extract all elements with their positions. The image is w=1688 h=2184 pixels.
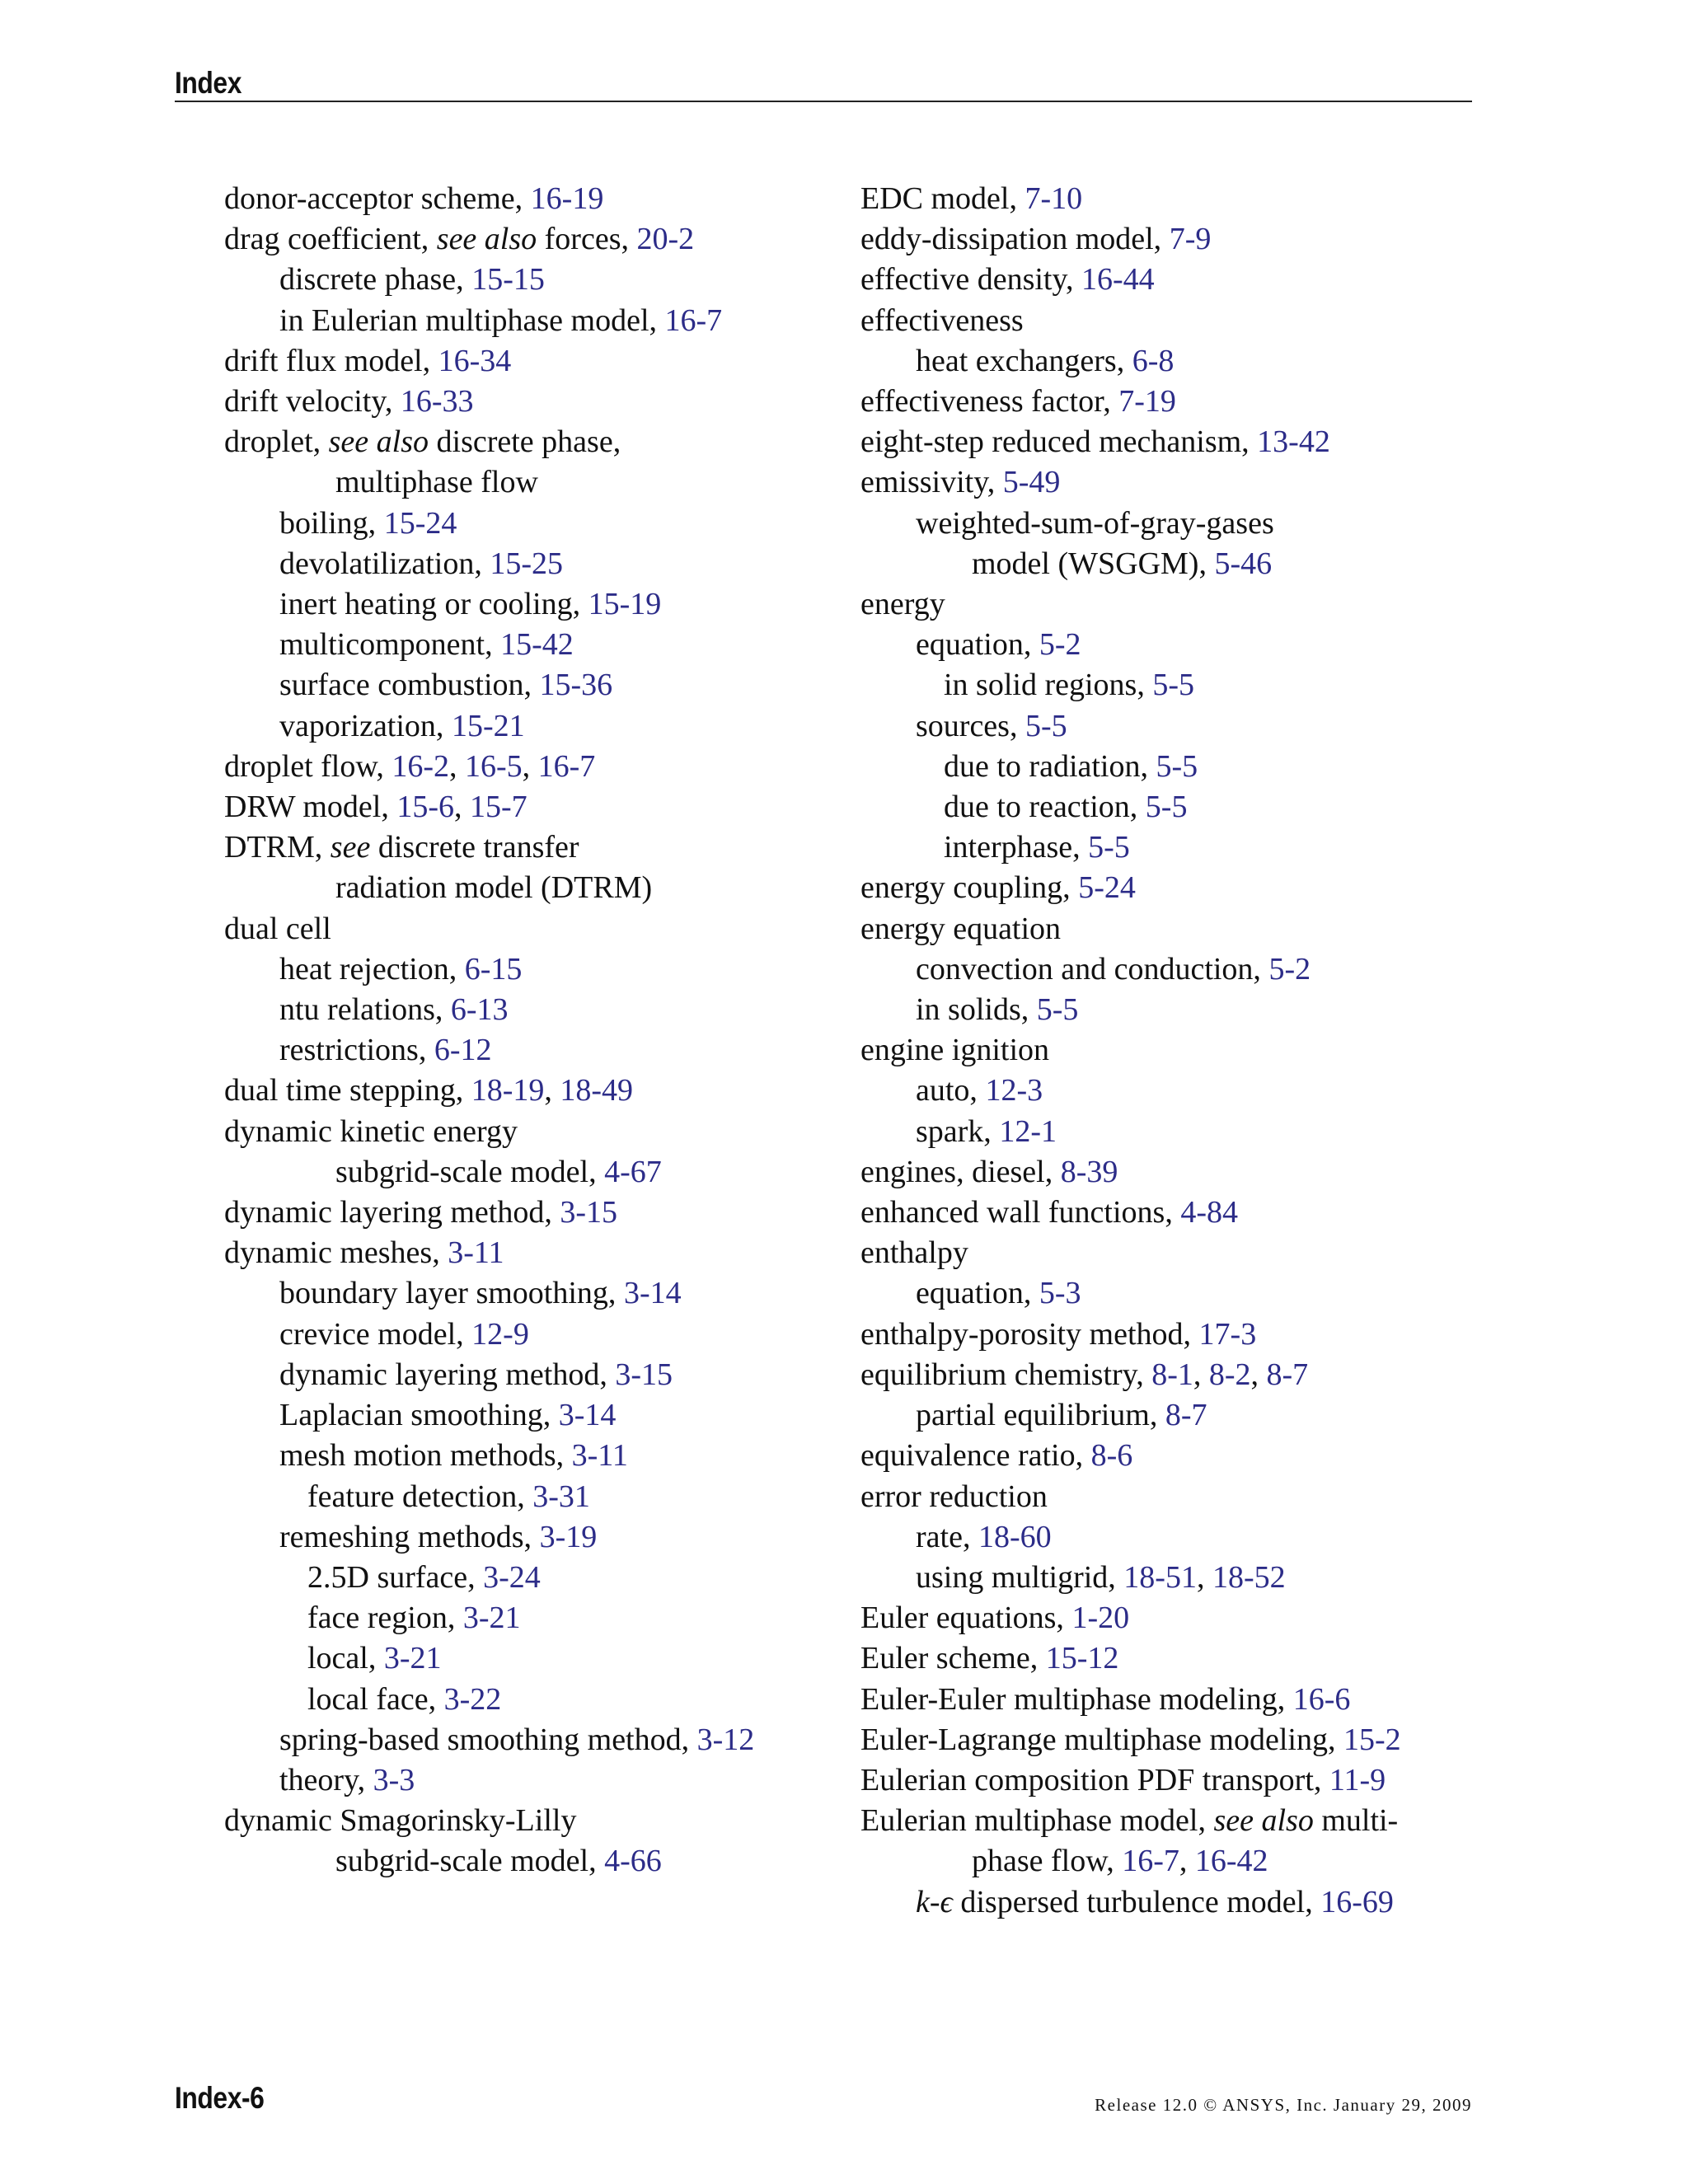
entry-text: boiling, (279, 505, 384, 541)
index-entry (860, 706, 1487, 747)
index-entry (860, 301, 1487, 341)
entry-text: equivalence ratio, (860, 1438, 1091, 1474)
index-entry (224, 949, 851, 990)
index-entry (860, 1882, 1487, 1923)
index-entry (224, 1233, 851, 1273)
index-entry (224, 219, 851, 260)
page-reference-link[interactable]: 20-2 (636, 222, 695, 257)
index-entry (860, 1233, 1487, 1273)
page-reference-link[interactable]: 3-11 (571, 1438, 628, 1474)
entry-text: discrete transfer (370, 830, 579, 865)
page-reference-link[interactable]: 15-21 (451, 708, 525, 743)
index-entry (224, 1193, 851, 1233)
entry-text: Euler-Lagrange multiphase modeling, (860, 1722, 1343, 1757)
entry-text: equation, (916, 1276, 1039, 1311)
entry-text: discrete phase, (279, 262, 472, 298)
entry-text: vaporization, (279, 708, 452, 743)
index-entry (860, 544, 1487, 584)
entry-text: ntu relations, (279, 992, 451, 1028)
entry-text: using multigrid, (916, 1559, 1124, 1595)
entry-text: convection and conduction, (916, 951, 1269, 987)
page-reference-link[interactable]: 12-1 (999, 1113, 1057, 1149)
index-entry (860, 665, 1487, 705)
index-entry (224, 341, 851, 382)
page-reference-link[interactable]: 3-15 (615, 1357, 673, 1392)
page-reference-link[interactable]: 3-21 (462, 1601, 521, 1636)
entry-text: enthalpy (860, 1235, 968, 1271)
index-entry (224, 584, 851, 625)
page-reference-link[interactable]: 15-36 (539, 668, 613, 703)
entry-text: mesh motion methods, (279, 1438, 572, 1474)
page-reference-link[interactable]: 5-24 (1078, 870, 1136, 906)
page-reference-link[interactable]: 7-10 (1025, 181, 1083, 216)
entry-text: DRW model, (224, 790, 397, 825)
page-reference-link[interactable]: 8-7 (1165, 1398, 1207, 1433)
entry-text: Eulerian multiphase model, (860, 1803, 1214, 1839)
page-reference-link[interactable]: 5-5 (1145, 790, 1188, 825)
index-entry (224, 1436, 851, 1476)
index-entry (224, 909, 851, 949)
index-column-left (224, 179, 851, 1882)
index-entry (860, 1112, 1487, 1152)
index-entry (224, 665, 851, 705)
entry-text: EDC model, (860, 181, 1025, 216)
index-entry (860, 1193, 1487, 1233)
page-reference-link[interactable]: 3-21 (383, 1641, 442, 1676)
entry-text: enhanced wall functions, (860, 1195, 1181, 1230)
index-entry (224, 1071, 851, 1111)
entry-text: dynamic layering method, (224, 1195, 560, 1230)
index-entry (860, 1071, 1487, 1111)
index-entry (224, 868, 851, 908)
page-reference-link[interactable]: 5-2 (1039, 627, 1081, 663)
index-entry (224, 1680, 851, 1720)
entry-text: error reduction (860, 1479, 1048, 1514)
entry-text: Laplacian smoothing, (279, 1398, 559, 1433)
entry-text: discrete phase, (429, 424, 621, 460)
header-divider (175, 101, 1472, 102)
entry-text: drift flux model, (224, 343, 438, 378)
entry-text: , (1179, 1844, 1195, 1879)
index-entry (224, 747, 851, 787)
page-reference-link[interactable]: 16-6 (1292, 1681, 1351, 1717)
index-entry (860, 341, 1487, 382)
page-reference-link[interactable]: 8-2 (1208, 1357, 1251, 1392)
index-entry (860, 219, 1487, 260)
index-entry (860, 1030, 1487, 1071)
page-reference-link[interactable]: 3-19 (539, 1519, 598, 1554)
index-entry (224, 301, 851, 341)
page-reference-link[interactable]: 3-14 (623, 1276, 682, 1311)
entry-text: auto, (916, 1073, 986, 1108)
entry-text: dispersed turbulence model, (952, 1884, 1321, 1919)
entry-text: , (1250, 1357, 1267, 1392)
entry-text: spring-based smoothing method, (279, 1722, 697, 1757)
entry-text: emissivity, (860, 465, 1003, 500)
entry-text: due to reaction, (944, 790, 1146, 825)
entry-text: droplet, (224, 424, 329, 460)
index-entry (224, 382, 851, 422)
entry-text: eight-step reduced mechanism, (860, 424, 1258, 460)
index-column-right (860, 179, 1487, 1923)
index-entry (860, 1558, 1487, 1598)
entry-text: droplet flow, (224, 748, 392, 784)
entry-text: due to radiation, (944, 748, 1156, 784)
page-reference-link[interactable]: 8-6 (1090, 1438, 1133, 1474)
entry-italic-text: see also (1213, 1803, 1314, 1839)
entry-text: boundary layer smoothing, (279, 1276, 624, 1311)
page-reference-link[interactable]: 16-19 (530, 181, 604, 216)
page-reference-link[interactable]: 5-5 (1156, 748, 1198, 784)
index-entry (860, 462, 1487, 503)
page-reference-link[interactable]: 5-2 (1268, 951, 1311, 987)
entry-text: restrictions, (279, 1033, 434, 1068)
page-reference-link[interactable]: 16-34 (438, 343, 512, 378)
page-reference-link[interactable]: 16-7 (1122, 1844, 1179, 1879)
entry-text: forces, (537, 222, 637, 257)
footer-release-note: Release 12.0 © ANSYS, Inc. January 29, 2009 (1095, 2095, 1472, 2115)
entry-text: effective density, (860, 262, 1082, 298)
entry-text: enthalpy-porosity method, (860, 1316, 1199, 1352)
index-entry (860, 868, 1487, 908)
page-reference-link[interactable]: 6-12 (434, 1033, 492, 1068)
entry-text: heat exchangers, (916, 343, 1132, 378)
page-reference-link[interactable]: 15-19 (588, 587, 662, 622)
page-reference-link[interactable]: 16-7 (664, 302, 723, 338)
page-reference-link[interactable]: 8-7 (1266, 1357, 1309, 1392)
page-reference-link[interactable]: 15-6 (396, 790, 455, 825)
entry-text: partial equilibrium, (916, 1398, 1165, 1433)
index-entry (224, 1517, 851, 1558)
entry-text: multicomponent, (279, 627, 501, 663)
index-entry (224, 260, 851, 300)
entry-text: remeshing methods, (279, 1519, 540, 1554)
page-reference-link[interactable]: 5-3 (1039, 1276, 1081, 1311)
index-entry (224, 1477, 851, 1517)
page-reference-link[interactable]: 3-15 (560, 1195, 617, 1230)
index-entry (860, 1315, 1487, 1355)
entry-text: , (1196, 1559, 1212, 1595)
entry-text: phase flow, (972, 1844, 1123, 1879)
page-reference-link[interactable]: 15-24 (383, 505, 457, 541)
index-entry (224, 990, 851, 1030)
entry-text: dual time stepping, (224, 1073, 471, 1108)
index-entry (860, 422, 1487, 462)
page-reference-link[interactable]: 4-84 (1180, 1195, 1238, 1230)
entry-text: heat rejection, (279, 951, 465, 987)
page-reference-link[interactable]: 11-9 (1329, 1762, 1386, 1797)
index-entry (224, 1112, 851, 1152)
index-entry (224, 1315, 851, 1355)
entry-text: in solids, (916, 992, 1037, 1028)
index-entry (860, 1720, 1487, 1760)
page-reference-link[interactable]: 3-11 (448, 1235, 504, 1271)
page-reference-link[interactable]: 3-14 (558, 1398, 617, 1433)
entry-text: Eulerian composition PDF transport, (860, 1762, 1329, 1797)
page-reference-link[interactable]: 15-12 (1045, 1641, 1119, 1676)
page-reference-link[interactable]: 3-31 (532, 1479, 590, 1514)
index-entry (224, 1273, 851, 1314)
entry-text: multiphase flow (335, 465, 538, 500)
index-entry (224, 787, 851, 827)
entry-italic-text: see also (436, 222, 537, 257)
index-entry (860, 787, 1487, 827)
page-reference-link[interactable]: 5-46 (1214, 546, 1273, 581)
index-entry (224, 1760, 851, 1801)
index-entry (224, 422, 851, 462)
index-entry (860, 949, 1487, 990)
index-entry (224, 625, 851, 665)
index-entry (860, 1598, 1487, 1638)
index-entry (860, 382, 1487, 422)
index-entry (860, 1395, 1487, 1436)
entry-text: 2.5D surface, (307, 1559, 484, 1595)
entry-text: multi- (1313, 1803, 1399, 1839)
entry-italic-text: see (330, 830, 371, 865)
entry-text: eddy-dissipation model, (860, 222, 1170, 257)
entry-text: Euler scheme, (860, 1641, 1046, 1676)
page-reference-link[interactable]: 15-25 (490, 546, 564, 581)
page-reference-link[interactable]: 18-19 (471, 1073, 545, 1108)
entry-text: , (454, 790, 471, 825)
index-entry (224, 1152, 851, 1193)
entry-text: face region, (307, 1601, 463, 1636)
page-reference-link[interactable]: 1-20 (1071, 1601, 1130, 1636)
index-entry (224, 706, 851, 747)
index-entry (860, 625, 1487, 665)
entry-text: inert heating or cooling, (279, 587, 588, 622)
entry-text: dual cell (224, 911, 331, 946)
page-reference-link[interactable]: 5-5 (1152, 668, 1194, 703)
entry-italic-text: k (916, 1884, 930, 1919)
entry-text: devolatilization, (279, 546, 490, 581)
page-reference-link[interactable]: 16-33 (400, 384, 474, 419)
entry-text: , (522, 748, 538, 784)
entry-italic-text: ϵ (940, 1884, 953, 1919)
page-reference-link[interactable]: 6-8 (1132, 343, 1175, 378)
index-entry (224, 1801, 851, 1841)
index-entry (224, 179, 851, 219)
entry-text: equation, (916, 627, 1039, 663)
page-reference-link[interactable]: 4-66 (604, 1844, 662, 1879)
index-entry (860, 1517, 1487, 1558)
index-entry (860, 747, 1487, 787)
page-reference-link[interactable]: 15-15 (471, 262, 545, 298)
entry-text: drift velocity, (224, 384, 401, 419)
page-reference-link[interactable]: 15-42 (500, 627, 574, 663)
page-reference-link[interactable]: 3-22 (443, 1681, 502, 1717)
index-entry (224, 544, 851, 584)
entry-text: in Eulerian multiphase model, (279, 302, 665, 338)
entry-text: subgrid-scale model, (335, 1844, 605, 1879)
index-entry (860, 1680, 1487, 1720)
page-reference-link[interactable]: 7-19 (1118, 384, 1176, 419)
index-entry (224, 1598, 851, 1638)
index-entry (860, 1273, 1487, 1314)
entry-text: engines, diesel, (860, 1154, 1061, 1189)
entry-text: in solid regions, (944, 668, 1153, 703)
entry-text: , (544, 1073, 560, 1108)
entry-text: model (WSGGM), (972, 546, 1215, 581)
index-entry (224, 1841, 851, 1882)
footer-page-number: Index-6 (175, 2081, 265, 2115)
entry-text: drag coefficient, (224, 222, 437, 257)
entry-text: theory, (279, 1762, 373, 1797)
page-reference-link[interactable]: 7-9 (1169, 222, 1212, 257)
entry-text: rate, (916, 1519, 978, 1554)
page-reference-link[interactable]: 16-42 (1194, 1844, 1268, 1879)
page-reference-link[interactable]: 4-67 (604, 1154, 662, 1189)
entry-text: equilibrium chemistry, (860, 1357, 1152, 1392)
page-reference-link[interactable]: 18-49 (560, 1073, 634, 1108)
page-reference-link[interactable]: 5-49 (1002, 465, 1061, 500)
index-entry (224, 1558, 851, 1598)
entry-text: , (448, 748, 465, 784)
index-entry (224, 1638, 851, 1679)
page-reference-link[interactable]: 5-5 (1025, 708, 1067, 743)
index-entry (860, 1477, 1487, 1517)
index-entry (860, 260, 1487, 300)
entry-text: spark, (916, 1113, 1000, 1149)
page-reference-link[interactable]: 15-7 (470, 790, 528, 825)
page-reference-link[interactable]: 16-69 (1320, 1884, 1394, 1919)
entry-text: surface combustion, (279, 668, 540, 703)
index-entry (860, 504, 1487, 544)
index-entry (860, 584, 1487, 625)
page-reference-link[interactable]: 12-3 (985, 1073, 1043, 1108)
index-entry (224, 1030, 851, 1071)
page-reference-link[interactable]: 6-13 (450, 992, 509, 1028)
entry-text: dynamic meshes, (224, 1235, 448, 1271)
page-reference-link[interactable]: 12-9 (471, 1316, 529, 1352)
entry-text: - (929, 1884, 940, 1919)
entry-text: interphase, (944, 830, 1089, 865)
entry-text: engine ignition (860, 1033, 1050, 1068)
page-reference-link[interactable]: 18-60 (978, 1519, 1052, 1554)
entry-text: crevice model, (279, 1316, 472, 1352)
index-entry (860, 1760, 1487, 1801)
index-entry (860, 179, 1487, 219)
page-reference-link[interactable]: 6-15 (464, 951, 523, 987)
index-entry (860, 1152, 1487, 1193)
entry-text: local, (307, 1641, 384, 1676)
page-reference-link[interactable]: 15-2 (1343, 1722, 1401, 1757)
page-reference-link[interactable]: 5-5 (1036, 992, 1079, 1028)
entry-text: donor-acceptor scheme, (224, 181, 531, 216)
page-reference-link[interactable]: 18-52 (1212, 1559, 1286, 1595)
page-reference-link[interactable]: 8-39 (1060, 1154, 1118, 1189)
page-header-title: Index (175, 66, 241, 100)
entry-text: energy (860, 587, 945, 622)
page-reference-link[interactable]: 3-24 (483, 1559, 541, 1595)
entry-text: subgrid-scale model, (335, 1154, 605, 1189)
index-entry (224, 1355, 851, 1395)
entry-text: local face, (307, 1681, 444, 1717)
entry-text: radiation model (DTRM) (335, 870, 653, 906)
index-entry (860, 1638, 1487, 1679)
page-reference-link[interactable]: 3-12 (696, 1722, 755, 1757)
entry-text: effectiveness (860, 302, 1024, 338)
index-entry (224, 827, 851, 868)
page-reference-link[interactable]: 13-42 (1257, 424, 1330, 460)
index-entry (860, 1355, 1487, 1395)
index-entry (860, 990, 1487, 1030)
entry-text: energy coupling, (860, 870, 1079, 906)
entry-text: weighted-sum-of-gray-gases (916, 505, 1274, 541)
entry-text: energy equation (860, 911, 1062, 946)
entry-text: Euler equations, (860, 1601, 1072, 1636)
entry-text: sources, (916, 708, 1025, 743)
entry-text: feature detection, (307, 1479, 533, 1514)
entry-text: , (1193, 1357, 1209, 1392)
index-entry (860, 827, 1487, 868)
page-reference-link[interactable]: 17-3 (1198, 1316, 1257, 1352)
index-entry (860, 1801, 1487, 1841)
page-reference-link[interactable]: 16-44 (1081, 262, 1155, 298)
entry-text: effectiveness factor, (860, 384, 1119, 419)
page-reference-link[interactable]: 8-1 (1151, 1357, 1193, 1392)
page-reference-link[interactable]: 18-51 (1123, 1559, 1197, 1595)
page-reference-link[interactable]: 5-5 (1088, 830, 1130, 865)
page-reference-link[interactable]: 16-5 (464, 748, 523, 784)
entry-italic-text: see also (328, 424, 429, 460)
page-reference-link[interactable]: 16-7 (537, 748, 596, 784)
entry-text: dynamic kinetic energy (224, 1113, 518, 1149)
entry-text: Euler-Euler multiphase modeling, (860, 1681, 1293, 1717)
index-entry (224, 462, 851, 503)
page-reference-link[interactable]: 16-2 (392, 748, 449, 784)
index-entry (224, 504, 851, 544)
index-entry (224, 1720, 851, 1760)
index-entry (860, 1436, 1487, 1476)
index-entry (860, 909, 1487, 949)
entry-text: dynamic layering method, (279, 1357, 616, 1392)
index-entry (224, 1395, 851, 1436)
page-reference-link[interactable]: 3-3 (373, 1762, 415, 1797)
entry-text: dynamic Smagorinsky-Lilly (224, 1803, 577, 1839)
entry-text: DTRM, (224, 830, 331, 865)
index-entry (860, 1841, 1487, 1882)
